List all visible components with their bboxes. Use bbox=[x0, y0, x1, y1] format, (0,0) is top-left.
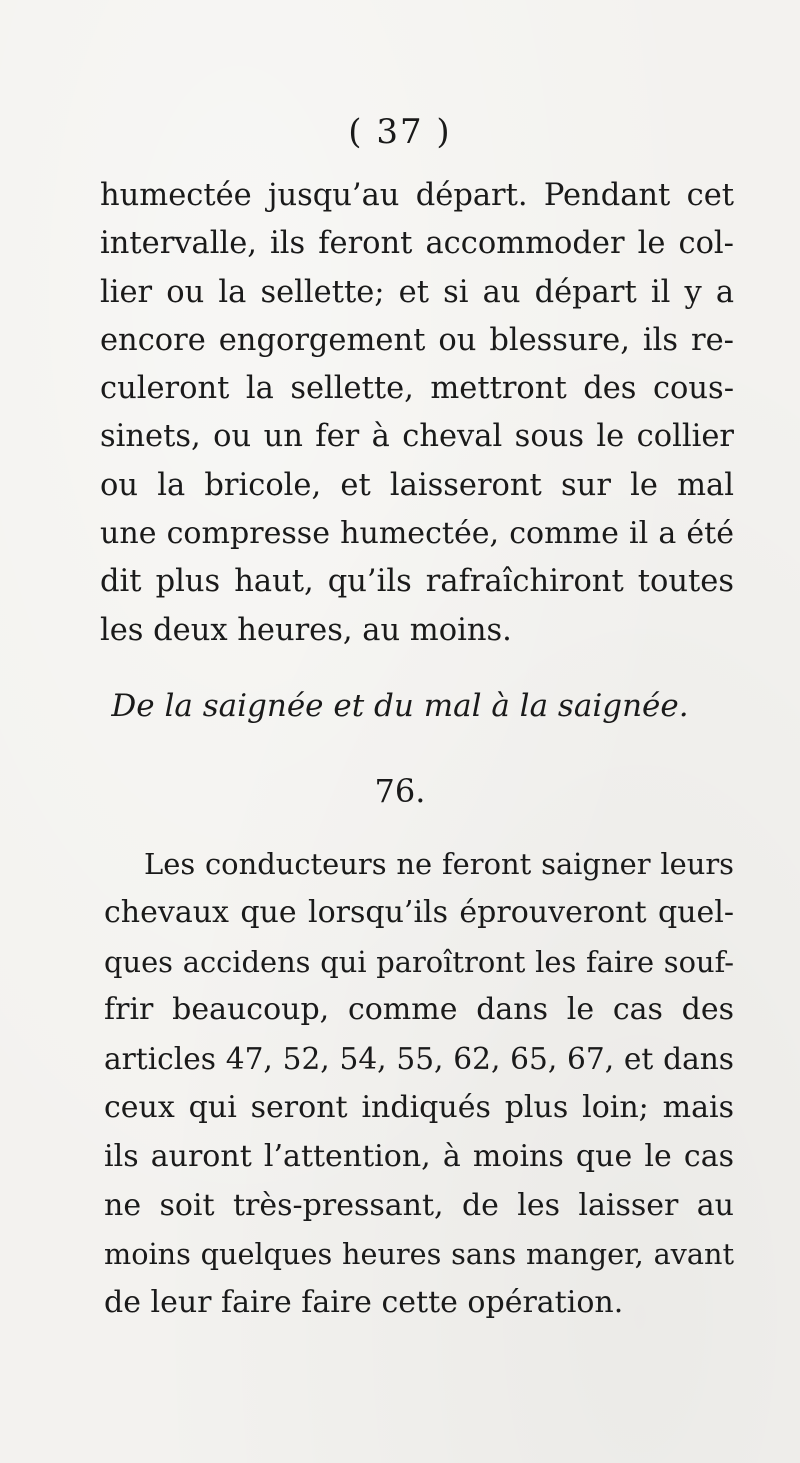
text-line: humectée jusqu’au départ. Pendant cet bbox=[100, 178, 734, 213]
text-line: articles 47, 52, 54, 55, 62, 65, 67, et dans bbox=[104, 1042, 734, 1077]
text-line: ques accidens qui paroîtront les faire souf- bbox=[104, 944, 734, 979]
text-line: dit plus haut, qu’ils rafraîchiront toutes bbox=[100, 564, 734, 600]
text-line: ne soit très-pressant, de les laisser au bbox=[104, 1187, 734, 1223]
text-line: frir beaucoup, comme dans le cas des bbox=[104, 992, 734, 1028]
article-paragraph bbox=[104, 840, 734, 1328]
text-line: de leur faire faire cette opération. bbox=[104, 1285, 624, 1321]
section-heading: De la saignée et du mal à la saignée. bbox=[111, 688, 689, 724]
text-line: Les conducteurs ne feront saigner leurs bbox=[144, 847, 734, 881]
text-line: moins quelques heures sans manger, avant bbox=[104, 1237, 734, 1272]
paragraph-continued bbox=[100, 172, 734, 655]
page-number: ( 37 ) bbox=[348, 112, 452, 152]
text-line: sinets, ou un fer à cheval sous le collier bbox=[100, 419, 734, 455]
text-line: une compresse humectée, comme il a été bbox=[100, 516, 734, 552]
text-line: ou la bricole, et laisseront sur le mal bbox=[100, 467, 734, 503]
text-line: ils auront l’attention, à moins que le cas bbox=[104, 1138, 734, 1174]
text-line: lier ou la sellette; et si au départ il y a bbox=[100, 274, 734, 310]
text-line: intervalle, ils feront accommoder le col- bbox=[100, 226, 734, 262]
text-line: encore engorgement ou blessure, ils re- bbox=[100, 322, 734, 358]
text-line: les deux heures, au moins. bbox=[100, 612, 512, 648]
text-line: ceux qui seront indiqués plus loin; mais bbox=[104, 1089, 734, 1125]
text-line: chevaux que lorsqu’ils éprouveront quel- bbox=[104, 894, 734, 930]
text-line: culeront la sellette, mettront des cous- bbox=[100, 371, 734, 407]
article-number: 76. bbox=[374, 772, 426, 810]
